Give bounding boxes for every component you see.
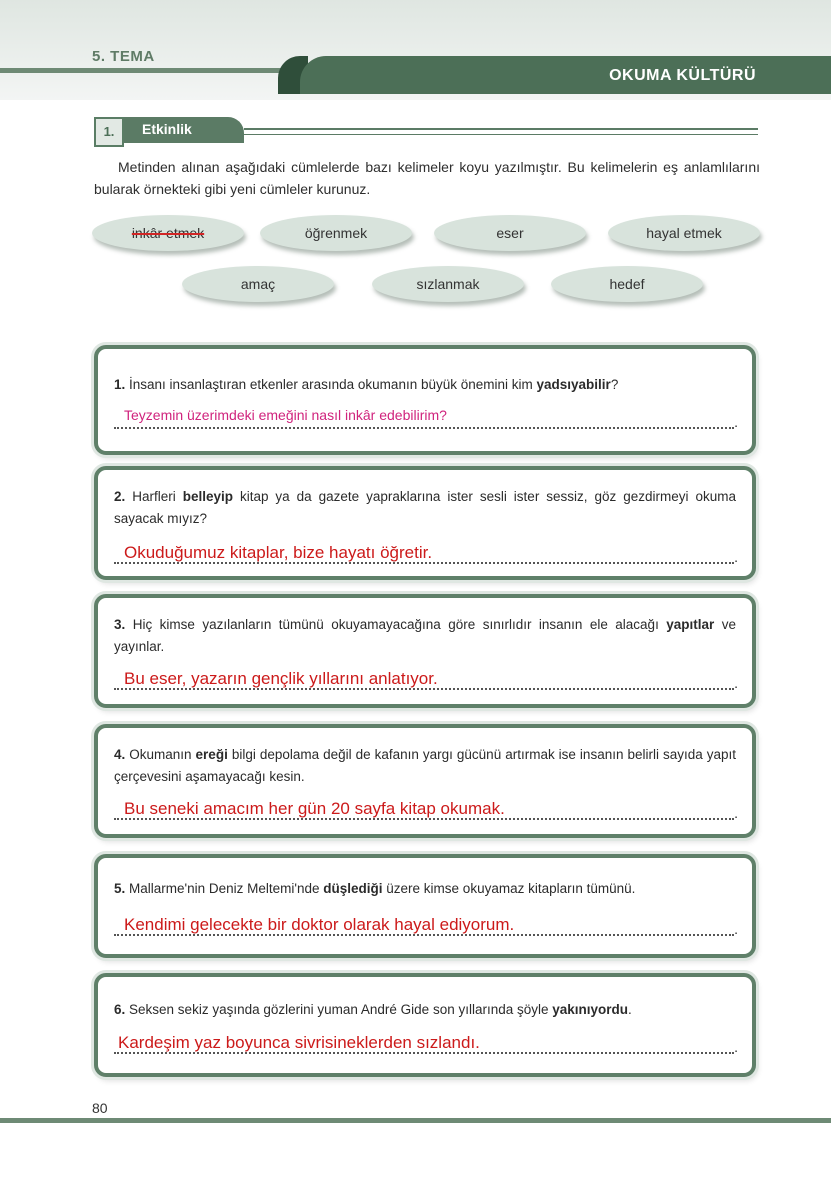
activity-rule [244, 128, 758, 130]
word-bank-item [260, 215, 412, 251]
word-bank-label: hedef [609, 276, 645, 292]
footer-rule [0, 1118, 831, 1123]
question-sentence: İnsanı insanlaştıran etkenler arasında okumanın büyük önemini kim [129, 377, 537, 392]
answer-line [114, 562, 734, 564]
theme-label: 5. TEMA [92, 48, 155, 65]
word-bank-label: amaç [240, 276, 276, 292]
question-text [114, 878, 736, 900]
line-end: . [734, 675, 738, 691]
answer-text: Bu seneki amacım her gün 20 sayfa kitap okumak. [124, 799, 505, 818]
question-card [94, 594, 756, 708]
word-bank-label: inkâr etmek [131, 225, 205, 241]
answer-line [114, 934, 734, 936]
question-number: 5. [114, 881, 126, 896]
word-bank-label: hayal etmek [646, 225, 722, 241]
question-sentence-end: bilgi depolama değil de kafanın yargı gücünü artırmak ise insanın belirli sayıda yapıt çerçevesini aşamayacağı kesin. [114, 747, 736, 784]
question-sentence: Hiç kimse yazılanların tümünü okuyamayacağına göre sınırlıdır insanın ele alacağı [132, 617, 667, 632]
question-text [114, 999, 736, 1021]
word-bank-item [434, 215, 586, 251]
question-keyword: belleyip [182, 489, 233, 504]
question-number: 3. [114, 617, 126, 632]
question-card [94, 724, 756, 838]
activity-title: Etkinlik [142, 121, 192, 137]
answer-line [114, 688, 734, 690]
question-sentence-end: ve yayınlar. [114, 617, 736, 654]
question-sentence: Harfleri [132, 489, 183, 504]
word-bank-item [551, 266, 703, 302]
word-bank-item [182, 266, 334, 302]
answer-text: Teyzemin üzerimdeki emeğini nasıl inkâr edebilirim? [124, 407, 447, 423]
section-title: OKUMA KÜLTÜRÜ [609, 67, 756, 84]
word-bank-item [608, 215, 760, 251]
question-sentence-end: kitap ya da gazete yapraklarına ister sesli ister sessiz, göz gezdirmeyi okuma sayacak mıyız? [114, 489, 736, 526]
question-keyword: yakınıyordu [552, 1002, 629, 1017]
page-number: 80 [92, 1100, 108, 1116]
question-number: 6. [114, 1002, 126, 1017]
line-end: . [734, 549, 738, 565]
line-end: . [734, 805, 738, 821]
question-sentence-end: ? [610, 377, 619, 392]
question-text [114, 744, 736, 788]
question-text [114, 486, 736, 530]
question-text [114, 614, 736, 658]
question-text [114, 374, 736, 396]
answer-text: Okuduğumuz kitaplar, bize hayatı öğretir. [124, 543, 433, 562]
question-sentence-end: . [628, 1002, 632, 1017]
answer-text: Kardeşim yaz boyunca sivrisineklerden sızlandı. [118, 1033, 480, 1052]
word-bank-label: öğrenmek [304, 225, 368, 241]
question-card [94, 466, 756, 580]
answer-line [114, 1052, 734, 1054]
question-sentence: Mallarme'nin Deniz Meltemi'nde [129, 881, 324, 896]
question-number: 1. [114, 377, 126, 392]
instructions: Metinden alınan aşağıdaki cümlelerde bazı kelimeler koyu yazılmıştır. Bu kelimelerin eş anlamlılarını bularak örnekteki gibi yeni cümleler kurunuz. [94, 159, 760, 197]
answer-line [114, 818, 734, 820]
word-bank-item [92, 215, 244, 251]
question-sentence: Okumanın [129, 747, 196, 762]
answer-line [114, 427, 734, 429]
word-bank-label: eser [496, 225, 524, 241]
question-card [94, 345, 756, 455]
answer-text: Bu eser, yazarın gençlik yıllarını anlatıyor. [124, 669, 438, 688]
question-keyword: düşlediği [323, 881, 383, 896]
question-keyword: yapıtlar [666, 617, 715, 632]
question-card [94, 854, 756, 958]
question-keyword: ereği [195, 747, 228, 762]
question-sentence-end: üzere kimse okuyamaz kitapların tümünü. [382, 881, 636, 896]
question-sentence: Seksen sekiz yaşında gözlerini yuman André Gide son yıllarında şöyle [129, 1002, 553, 1017]
line-end: . [734, 414, 738, 430]
question-number: 4. [114, 747, 126, 762]
question-card [94, 973, 756, 1077]
question-keyword: yadsıyabilir [536, 377, 611, 392]
question-number: 2. [114, 489, 126, 504]
line-end: . [734, 921, 738, 937]
word-bank-item [372, 266, 524, 302]
activity-number: 1. [94, 117, 124, 147]
word-bank-label: sızlanmak [416, 276, 480, 292]
answer-text: Kendimi gelecekte bir doktor olarak hayal ediyorum. [124, 915, 515, 934]
line-end: . [734, 1039, 738, 1055]
activity-rule [244, 134, 758, 135]
